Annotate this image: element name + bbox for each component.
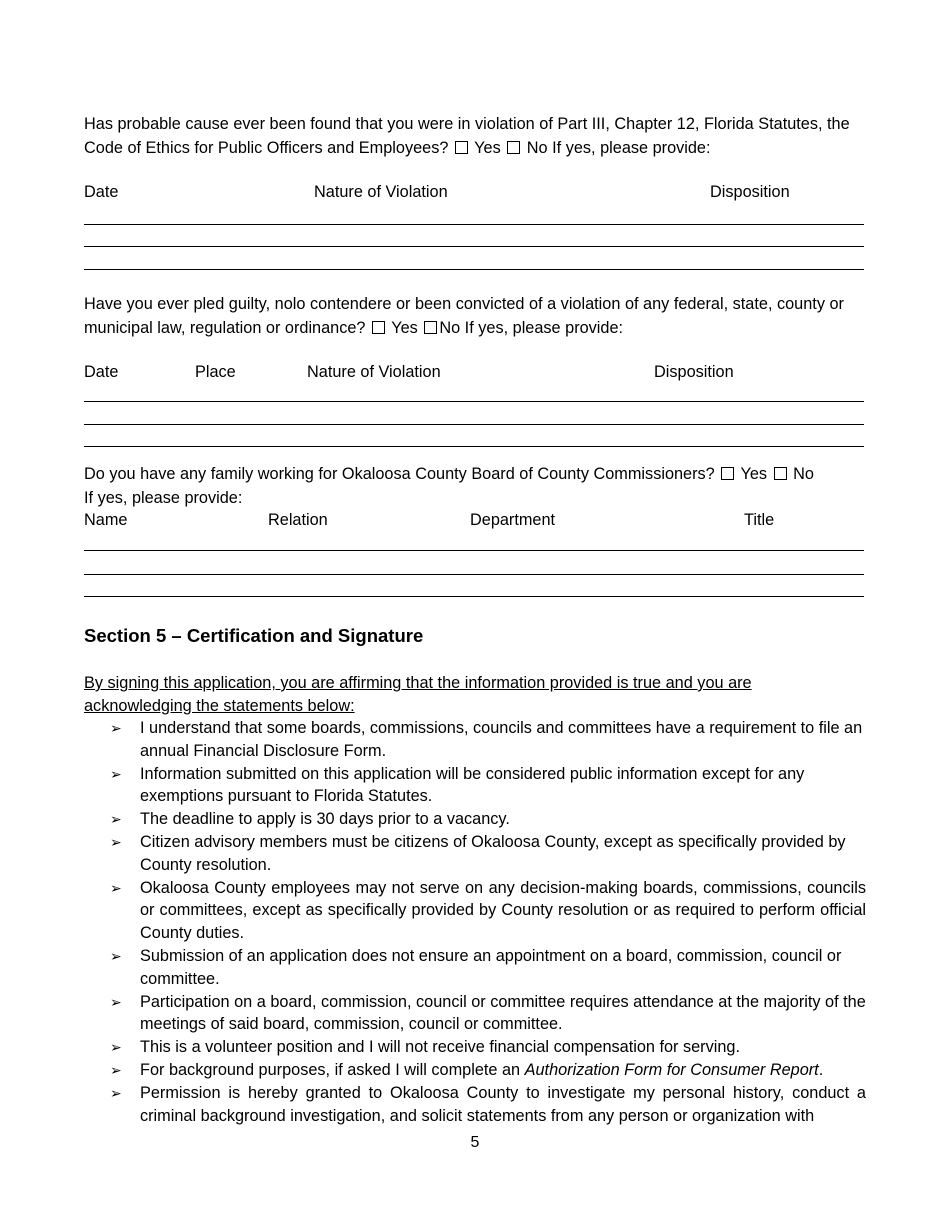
question-text: Have you ever pled guilty, nolo contendere or been convicted of a violation of any federal, state, county or municipal law, regulation or ordinance? — [84, 295, 844, 337]
page-number: 5 — [470, 1134, 480, 1151]
section-5-intro: By signing this application, you are affirming that the information provided is true and you are acknowledging the statements below: — [84, 674, 752, 715]
column-department: Department — [470, 511, 556, 529]
section-5-title: Section 5 – Certification and Signature — [84, 625, 424, 646]
no-label: No If yes, please provide: — [439, 319, 624, 337]
arrow-bullet-icon: ➢ — [110, 765, 122, 782]
no-label: No — [793, 465, 814, 483]
answer-line[interactable] — [84, 596, 864, 597]
certification-statements — [84, 717, 866, 1127]
question-probable-cause — [84, 112, 866, 160]
column-nature-of-violation: Nature of Violation — [307, 363, 441, 381]
checkbox-icon[interactable] — [507, 141, 520, 154]
column-name: Name — [84, 511, 128, 529]
list-item: ➢ The deadline to apply is 30 days prior to a vacancy. — [84, 808, 866, 831]
answer-line[interactable] — [84, 446, 864, 447]
arrow-bullet-icon: ➢ — [110, 720, 122, 736]
arrow-bullet-icon: ➢ — [110, 833, 122, 850]
list-item: ➢ I understand that some boards, commissions, councils and committees have a requirement to file an annual Financial Disclosure Form. — [110, 719, 863, 760]
column-place: Place — [195, 363, 236, 381]
list-item: ➢ Permission is hereby granted to Okaloosa County to investigate my personal history, conduct a criminal background investigation, and solicit statements from any person or organization with — [110, 1083, 866, 1125]
question-text: Do you have any family working for Okaloosa County Board of County Commissioners? — [84, 465, 715, 483]
list-item: ➢ Okaloosa County employees may not serve on any decision-making boards, commissions, councils or committees, except as specifically provided by County resolution or as required to perform official County duties. — [110, 878, 866, 943]
yes-label: Yes — [391, 319, 418, 337]
table-header-violations — [84, 183, 866, 205]
column-title: Title — [744, 511, 775, 529]
arrow-bullet-icon: ➢ — [110, 993, 122, 1010]
checkbox-icon[interactable] — [455, 141, 468, 154]
list-item: ➢ Participation on a board, commission, council or committee requires attendance at the majority of the meetings of said board, commission, council or committee. — [110, 992, 866, 1034]
answer-line[interactable] — [84, 224, 864, 225]
question-convictions — [84, 292, 866, 340]
arrow-bullet-icon: ➢ — [110, 1061, 122, 1078]
column-date: Date — [84, 363, 119, 381]
column-disposition: Disposition — [654, 363, 734, 381]
answer-line[interactable] — [84, 424, 864, 425]
arrow-bullet-icon: ➢ — [110, 811, 122, 828]
checkbox-icon[interactable] — [372, 321, 385, 334]
column-disposition: Disposition — [710, 183, 790, 201]
arrow-bullet-icon: ➢ — [110, 947, 122, 964]
answer-line[interactable] — [84, 574, 864, 575]
arrow-bullet-icon: ➢ — [110, 1084, 122, 1101]
checkbox-icon[interactable] — [774, 467, 787, 480]
checkbox-icon[interactable] — [424, 321, 437, 334]
list-item: ➢ This is a volunteer position and I will not receive financial compensation for serving. — [84, 1036, 866, 1059]
list-item: ➢ Submission of an application does not ensure an appointment on a board, commission, council or committee. — [110, 946, 842, 988]
list-item: ➢ Information submitted on this application will be considered public information except for any exemptions pursuant to Florida Statutes. — [110, 764, 805, 806]
answer-line[interactable] — [84, 550, 864, 551]
answer-line[interactable] — [84, 269, 864, 270]
yes-label: Yes — [474, 139, 501, 157]
checkbox-icon[interactable] — [721, 467, 734, 480]
list-item: ➢ For background purposes, if asked I will complete an Authorization Form for Consumer Report. — [84, 1059, 866, 1082]
yes-label: Yes — [740, 465, 768, 483]
arrow-bullet-icon: ➢ — [110, 1039, 122, 1056]
question-text: Has probable cause ever been found that you were in violation of Part III, Chapter 12, Florida Statutes, the Code of Ethics for Public Officers and Employees? — [84, 115, 850, 157]
question-family-employment — [84, 462, 866, 510]
column-date: Date — [84, 183, 119, 201]
column-relation: Relation — [268, 511, 328, 529]
if-yes-text: If yes, please provide: — [84, 489, 243, 507]
answer-line[interactable] — [84, 246, 864, 247]
table-header-convictions — [84, 363, 866, 385]
table-header-family — [84, 511, 866, 533]
list-item: ➢ Citizen advisory members must be citizens of Okaloosa County, except as specifically provided by County resolution. — [110, 832, 846, 874]
column-nature-of-violation: Nature of Violation — [314, 183, 448, 201]
no-label: No If yes, please provide: — [526, 139, 711, 157]
answer-line[interactable] — [84, 401, 864, 402]
arrow-bullet-icon: ➢ — [110, 879, 122, 896]
authorization-form-name: Authorization Form for Consumer Report — [524, 1060, 819, 1079]
